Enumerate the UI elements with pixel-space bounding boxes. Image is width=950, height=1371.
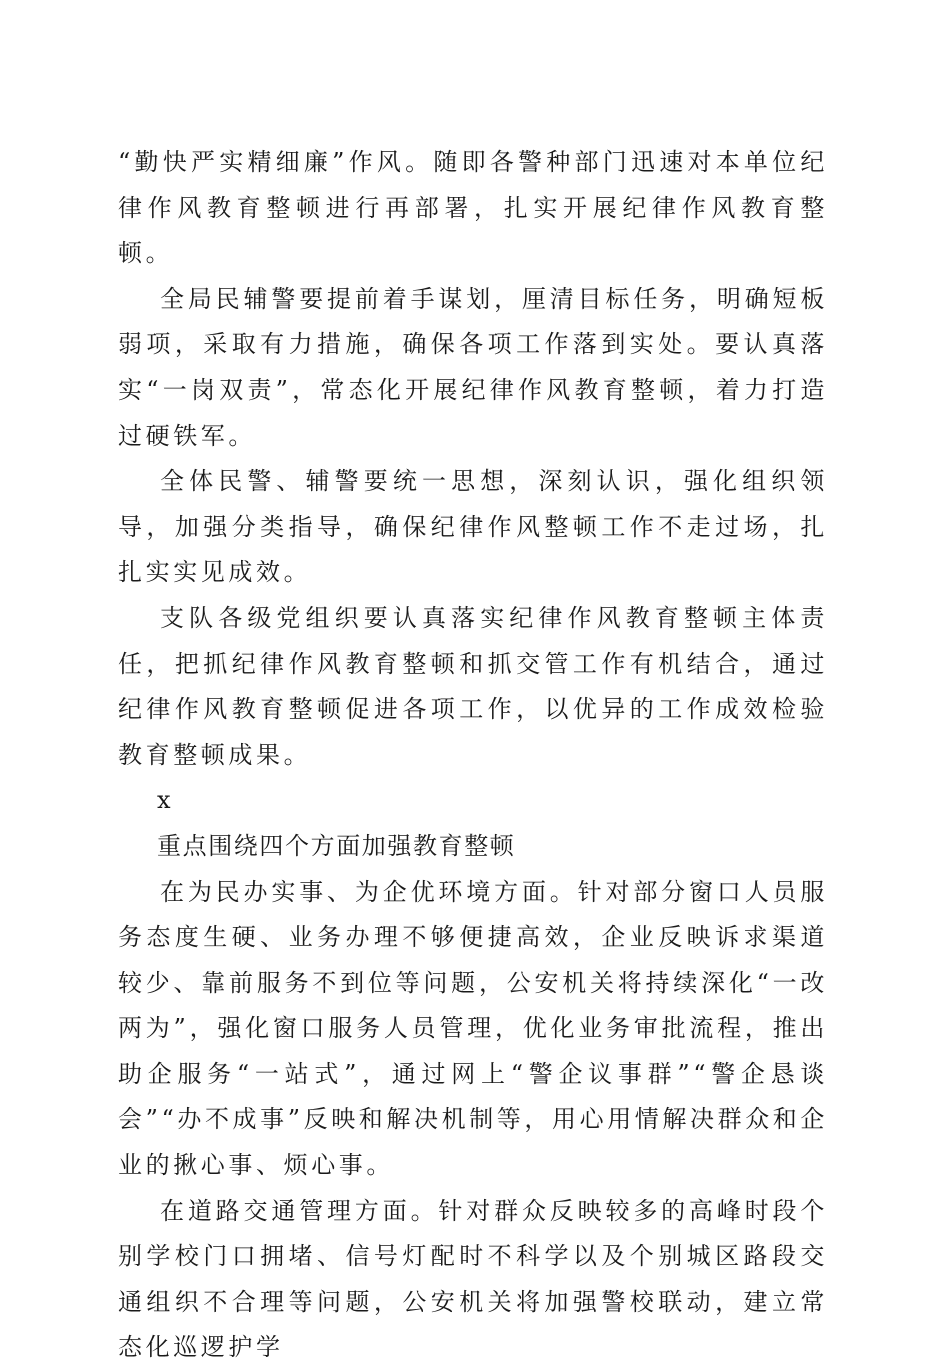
section-heading: 重点围绕四个方面加强教育整顿: [157, 831, 516, 860]
document-body: [118, 140, 828, 1371]
paragraph-team-planning: 全局民辅警要提前着手谋划，厘清目标任务，明确短板弱项，采取有力措施，确保各项工作落到实处。要认真落实“一岗双责”，常态化开展纪律作风教育整顿，着力打造过硬铁军。: [118, 284, 828, 450]
paragraph-party-responsibility: 支队各级党组织要认真落实纪律作风教育整顿主体责任，把抓纪律作风教育整顿和抓交管工作有机结合，通过纪律作风教育整顿促进各项工作，以优异的工作成效检验教育整顿成果。: [118, 603, 828, 769]
paragraph-service-environment: 在为民办实事、为企优环境方面。针对部分窗口人员服务态度生硬、业务办理不够便捷高效，企业反映诉求渠道较少、靠前服务不到位等问题，公安机关将持续深化“一改两为”，强化窗口服务人员管理，优化业务审批流程，推出助企服务“一站式”，通过网上“警企议事群”“警企恳谈会”“办不成事”反映和解决机制等，用心用情解决群众和企业的揪心事、烦心事。: [118, 877, 829, 1180]
separator-mark: x: [157, 786, 171, 815]
paragraph-unified-thinking: 全体民警、辅警要统一思想，深刻认识，强化组织领导，加强分类指导，确保纪律作风整顿工作不走过场，扎扎实实见成效。: [118, 467, 828, 587]
paragraph-traffic-management: 在道路交通管理方面。针对群众反映较多的高峰时段个别学校门口拥堵、信号灯配时不科学以及个别城区路段交通组织不合理等问题，公安机关将加强警校联动，建立常态化巡逻护学: [118, 1196, 828, 1362]
paragraph-continuation: “勤快严实精细廉”作风。随即各警种部门迅速对本单位纪律作风教育整顿进行再部署，扎实开展纪律作风教育整顿。: [118, 148, 828, 268]
